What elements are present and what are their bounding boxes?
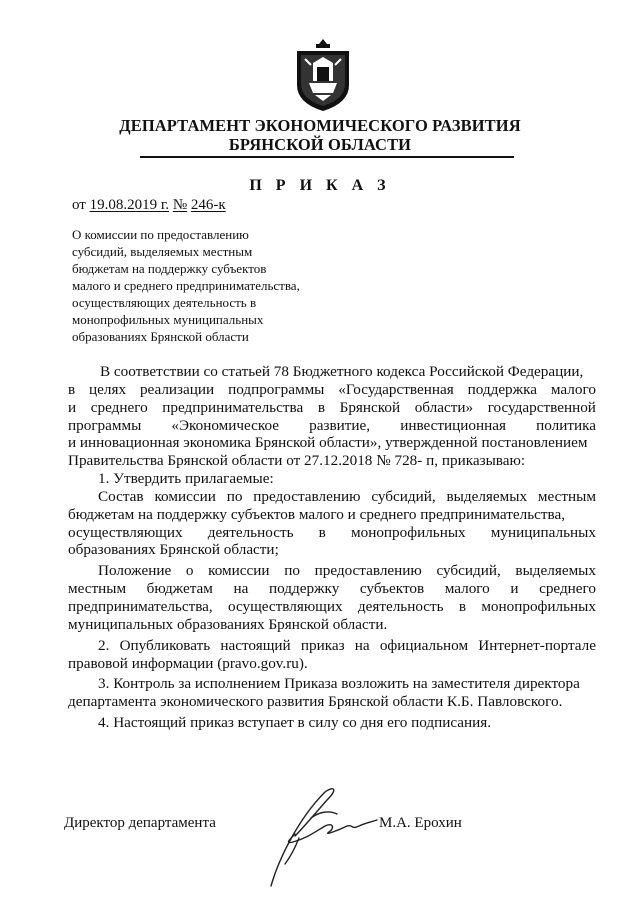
item1-list-line bbox=[68, 562, 596, 580]
word: инвестиционная bbox=[400, 416, 506, 434]
word: Опубликовать bbox=[119, 636, 211, 654]
subject-line: осуществляющих деятельность в bbox=[72, 295, 257, 310]
word: комиссии bbox=[208, 562, 270, 580]
order-date: 19.08.2019 г. bbox=[89, 197, 170, 213]
preamble-line bbox=[68, 417, 596, 435]
word: «Государственная bbox=[338, 380, 454, 398]
word: на bbox=[233, 580, 249, 598]
item1-list-line bbox=[68, 524, 596, 542]
word: предпринимательства, bbox=[68, 597, 213, 615]
word: выделяемых bbox=[446, 487, 528, 505]
word: и bbox=[68, 398, 77, 416]
word: 2. bbox=[98, 636, 110, 654]
word: местным bbox=[68, 580, 127, 598]
item1-list-line bbox=[68, 488, 596, 506]
word: в bbox=[68, 380, 76, 398]
order-subject bbox=[72, 226, 300, 345]
item4-line: 4. Настоящий приказ вступает в силу со дня его подписания. bbox=[98, 714, 492, 732]
word: предоставлению bbox=[314, 562, 422, 580]
preamble-line: и инновационная экономика Брянской области», утвержденной постановлением bbox=[68, 434, 588, 452]
word: «Экономическое bbox=[171, 416, 280, 434]
department-name-line1: ДЕПАРТАМЕНТ ЭКОНОМИЧЕСКОГО РАЗВИТИЯ bbox=[119, 116, 521, 135]
preamble-line bbox=[68, 399, 596, 417]
signatory-name: М.А. Ерохин bbox=[379, 815, 462, 831]
word: деятельность bbox=[207, 523, 294, 541]
word: по bbox=[284, 562, 300, 580]
word: Брянской bbox=[339, 398, 401, 416]
word: программы bbox=[68, 416, 142, 434]
subject-line: О комиссии по предоставлению bbox=[72, 227, 249, 242]
header-divider bbox=[140, 156, 514, 158]
word: по bbox=[226, 487, 243, 505]
word: монопрофильных bbox=[351, 523, 466, 541]
word: осуществляющих bbox=[227, 597, 343, 615]
coat-of-arms-icon bbox=[293, 37, 353, 113]
word: бюджетам bbox=[146, 580, 213, 598]
order-title: П Р И К А З bbox=[249, 177, 391, 194]
word: подпрограммы bbox=[228, 380, 325, 398]
word: поддержку bbox=[268, 580, 340, 598]
word: поддержка bbox=[467, 380, 538, 398]
word: среднего bbox=[539, 580, 596, 598]
word: малого bbox=[444, 580, 490, 598]
word: комиссии bbox=[154, 487, 216, 505]
word: государственной bbox=[487, 398, 596, 416]
order-body bbox=[68, 363, 596, 732]
preamble-line bbox=[68, 381, 596, 399]
preamble-line: В соответствии со статьей 78 Бюджетного кодекса Российской Федерации, bbox=[100, 363, 584, 380]
word: деятельность bbox=[357, 597, 444, 615]
item3-line: 3. Контроль за исполнением Приказа возложить на заместителя директора bbox=[98, 675, 580, 693]
word: предпринимательства bbox=[162, 398, 304, 416]
word: субъектов bbox=[359, 580, 425, 598]
subject-line: субсидий, выделяемых местным bbox=[72, 244, 253, 259]
word: Интернет-портале bbox=[478, 636, 596, 654]
handwritten-signature bbox=[255, 778, 385, 890]
item1-list-line: образованиях Брянской области; bbox=[68, 541, 279, 559]
word: реализации bbox=[139, 380, 215, 398]
preamble-line: Правительства Брянской области от 27.12.2018 № 728- п, приказываю: bbox=[68, 452, 526, 470]
word: муниципальных bbox=[490, 523, 596, 541]
word: области» bbox=[414, 398, 474, 416]
item1-heading: 1. Утвердить прилагаемые: bbox=[98, 470, 274, 488]
word: предоставлению bbox=[253, 487, 361, 505]
item2-line bbox=[68, 637, 596, 655]
word: выделяемых bbox=[515, 562, 596, 580]
item1-list-line bbox=[68, 598, 596, 616]
word: Положение bbox=[98, 562, 172, 580]
word: целях bbox=[89, 380, 127, 398]
signatory-position: Директор департамента bbox=[64, 815, 216, 831]
word: в bbox=[317, 398, 325, 416]
item1-list-line: бюджетам на поддержку субъектов малого и среднего предпринимательства, bbox=[68, 505, 566, 523]
word: среднего bbox=[90, 398, 148, 416]
word: о bbox=[185, 562, 194, 580]
word: развитие, bbox=[309, 416, 371, 434]
item1-list-line: муниципальных образованиях Брянской области. bbox=[68, 615, 388, 633]
order-number: 246-к bbox=[190, 197, 226, 213]
order-from-label: от bbox=[72, 197, 86, 213]
word: в bbox=[458, 597, 467, 615]
order-number-line bbox=[72, 196, 226, 214]
department-name-line2: БРЯНСКОЙ ОБЛАСТИ bbox=[228, 135, 412, 154]
word: субсидий, bbox=[371, 487, 436, 505]
subject-line: малого и среднего предпринимательства, bbox=[72, 278, 300, 293]
word: и bbox=[510, 580, 519, 598]
item2-line: правовой информации (pravo.gov.ru). bbox=[68, 654, 308, 672]
word: приказ bbox=[300, 636, 345, 654]
word: Состав bbox=[98, 487, 144, 505]
word: в bbox=[318, 523, 326, 541]
word: настоящий bbox=[220, 636, 291, 654]
word: официальном bbox=[379, 636, 469, 654]
order-number-sign: № bbox=[172, 197, 188, 213]
word: на bbox=[354, 636, 370, 654]
subject-line: монопрофильных муниципальных bbox=[72, 312, 264, 327]
item3-line: департамента экономического развития Брянской области К.Б. Павловского. bbox=[68, 693, 563, 711]
word: малого bbox=[550, 380, 596, 398]
word: местным bbox=[537, 487, 596, 505]
word: субсидий, bbox=[436, 562, 501, 580]
word: осуществляющих bbox=[68, 523, 183, 541]
subject-line: образованиях Брянской области bbox=[72, 329, 249, 344]
word: монопрофильных bbox=[481, 597, 596, 615]
subject-line: бюджетам на поддержку субъектов bbox=[72, 261, 267, 276]
item1-list-line bbox=[68, 580, 596, 598]
word: политика bbox=[536, 416, 596, 434]
